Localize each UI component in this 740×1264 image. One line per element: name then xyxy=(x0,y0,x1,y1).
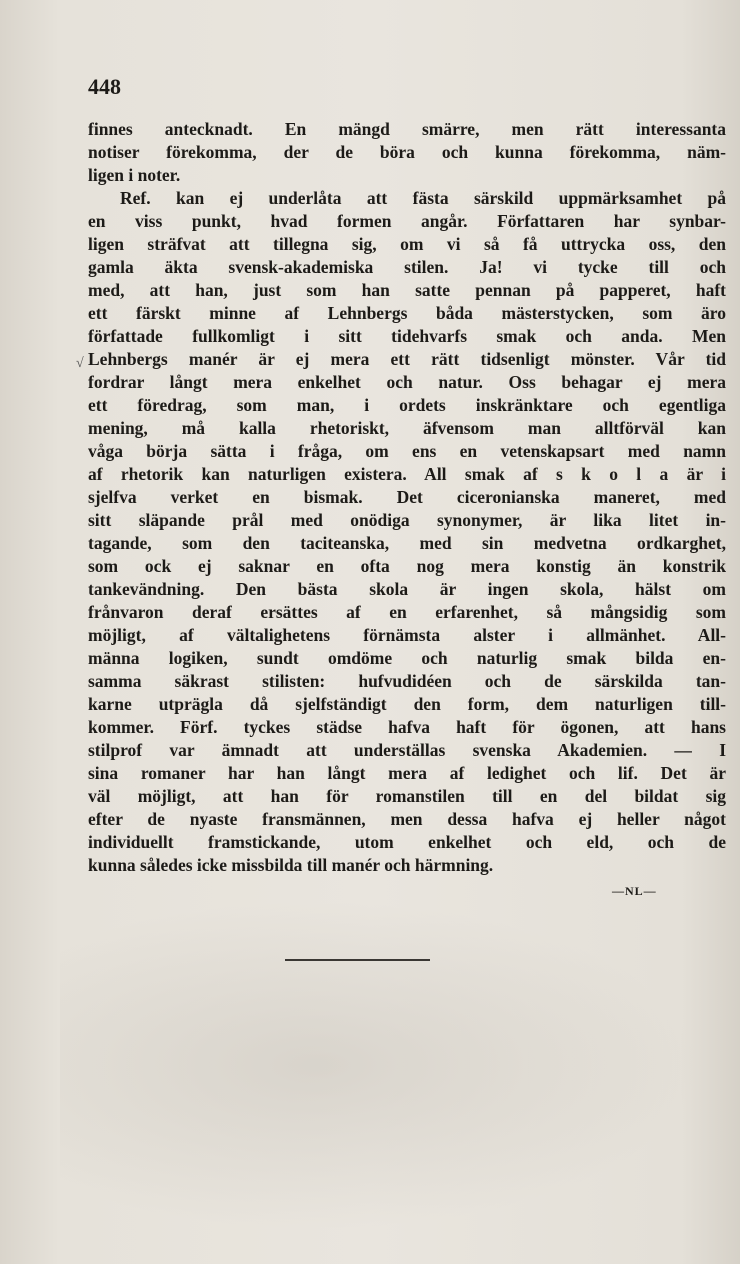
text-line: Ref. kan ej underlåta att fästa särskild uppmärksamhet på xyxy=(120,188,726,208)
text-line: en viss punkt, hvad formen angår. Författaren har synbar- xyxy=(88,211,726,231)
text-line: fordrar långt mera enkelhet och natur. Oss behagar ej mera xyxy=(88,372,726,392)
text-line: med, att han, just som han satte pennan på papperet, haft xyxy=(88,280,726,300)
text-line: sina romaner har han långt mera af ledighet och lif. Det är xyxy=(88,763,726,783)
text-line: samma säkrast stilisten: hufvudidéen och de särskilda tan- xyxy=(88,671,726,691)
text-line: individuellt framstickande, utom enkelhet och eld, och de xyxy=(88,832,726,852)
author-signature: —NL— xyxy=(612,884,657,898)
text-line: efter de nyaste fransmännen, men dessa hafva ej heller något xyxy=(88,809,726,829)
text-line: våga börja sätta i fråga, om ens en vetenskapsart med namn xyxy=(88,441,726,461)
text-line: karne utprägla då sjelfständigt den form, dem naturligen till- xyxy=(88,694,726,714)
bleed-through-stain xyxy=(60,900,700,1230)
text-line: sitt släpande prål med onödiga synonymer, är lika litet in- xyxy=(88,510,726,530)
text-line: Lehnbergs manér är ej mera ett rätt tidsenligt mönster. Vår tid xyxy=(88,349,726,369)
text-line: mening, må kalla rhetoriskt, äfvensom man alltförväl kan xyxy=(88,418,726,438)
text-line: ligen sträfvat att tillegna sig, om vi så få uttrycka oss, den xyxy=(88,234,726,254)
page-number: 448 xyxy=(88,74,121,99)
text-line: som ock ej saknar en ofta nog mera konstig än konstrik xyxy=(88,556,726,576)
text-line: frånvaron deraf ersättes af en erfarenhet, så mångsidig som xyxy=(88,602,726,622)
margin-mark: √ xyxy=(76,356,84,371)
text-line: kunna således icke missbilda till manér och härmning. xyxy=(88,855,494,875)
body-text xyxy=(88,118,726,877)
text-line: af rhetorik kan naturligen existera. All smak af s k o l a är i xyxy=(88,464,726,484)
text-line: ligen i noter. xyxy=(88,165,181,185)
text-line: kommer. Förf. tyckes städse hafva haft för ögonen, att hans xyxy=(88,717,726,737)
text-line: författade fullkomligt i sitt tidehvarfs smak och anda. Men xyxy=(88,326,726,346)
text-line: tagande, som den taciteanska, med sin medvetna ordkarghet, xyxy=(88,533,726,553)
text-line: notiser förekomma, der de böra och kunna förekomma, näm- xyxy=(88,142,726,162)
text-line: sjelfva verket en bismak. Det ciceronianska maneret, med xyxy=(88,487,726,507)
section-rule xyxy=(285,959,430,961)
text-line: stilprof var ämnadt att underställas svenska Akademien. — I xyxy=(88,740,726,760)
text-line: ett färskt minne af Lehnbergs båda mästerstycken, som äro xyxy=(88,303,726,323)
text-line: möjligt, af vältalighetens förnämsta alster i allmänhet. All- xyxy=(88,625,726,645)
text-line: finnes antecknadt. En mängd smärre, men rätt interessanta xyxy=(88,119,726,139)
text-line: gamla äkta svensk-akademiska stilen. Ja! vi tycke till och xyxy=(88,257,726,277)
text-line: männa logiken, sundt omdöme och naturlig smak bilda en- xyxy=(88,648,726,668)
text-line: ett föredrag, som man, i ordets inskränktare och egentliga xyxy=(88,395,726,415)
text-line: väl möjligt, att han för romanstilen till en del bildat sig xyxy=(88,786,726,806)
text-line: tankevändning. Den bästa skola är ingen skola, hälst om xyxy=(88,579,726,599)
